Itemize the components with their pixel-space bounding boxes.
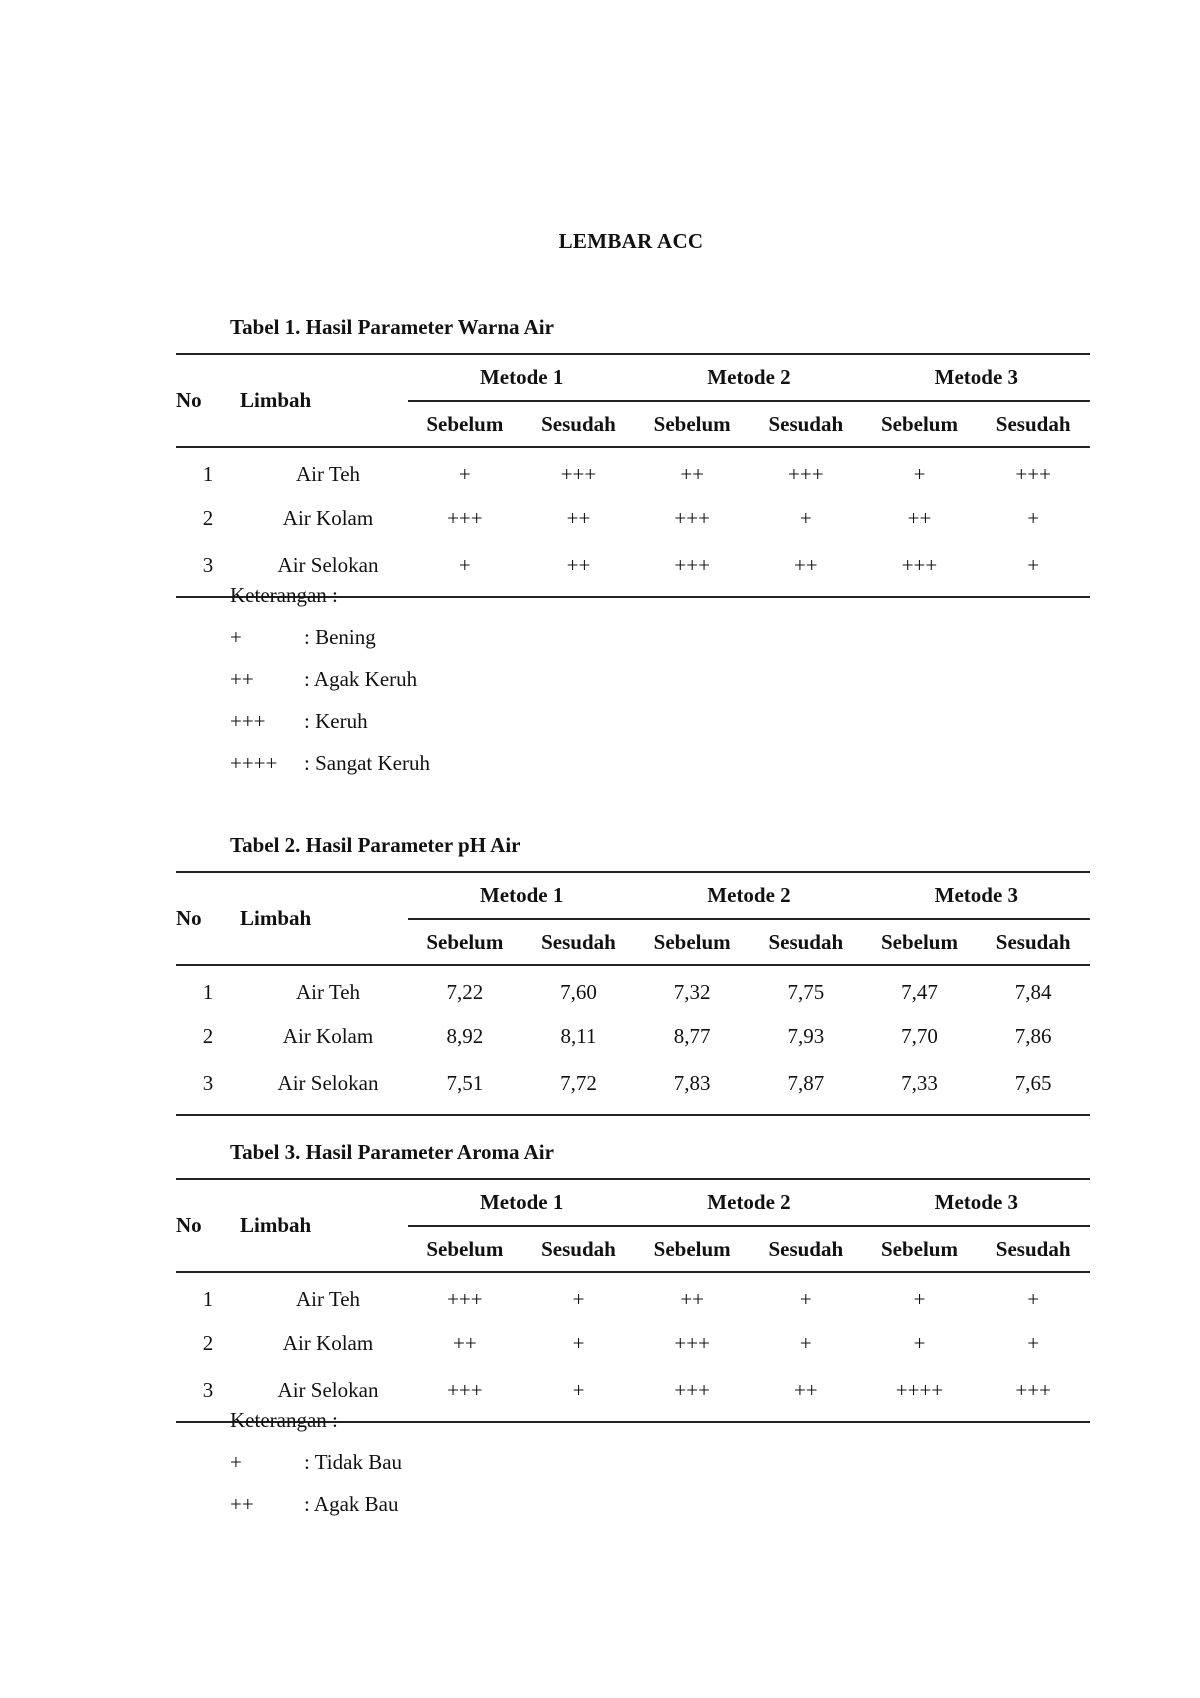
header-limbah: Limbah xyxy=(240,872,408,965)
value-cell: 7,70 xyxy=(901,1023,938,1048)
table3-section xyxy=(176,1140,1090,1540)
value-cell: + xyxy=(1027,505,1040,530)
header-sebelum: Sebelum xyxy=(863,401,977,447)
value-cell: 7,83 xyxy=(635,1058,749,1115)
value-cell: 7,47 xyxy=(901,979,938,1004)
header-metode-1: Metode 1 xyxy=(408,354,635,401)
legend-symbol: ++ xyxy=(230,1492,254,1516)
legend-description: : Agak Keruh xyxy=(304,667,418,691)
header-sesudah: Sesudah xyxy=(522,1226,636,1272)
header-sesudah: Sesudah xyxy=(522,919,636,965)
value-cell: + xyxy=(1027,1330,1040,1355)
row-limbah-cell xyxy=(240,965,408,1014)
table2-caption: Tabel 2. Hasil Parameter pH Air xyxy=(230,833,521,857)
row-number: 1 xyxy=(202,1286,214,1311)
value-cell: +++ xyxy=(447,1286,483,1311)
table-row xyxy=(176,965,1090,1014)
table-row xyxy=(176,1014,1090,1058)
row-number: 3 xyxy=(176,540,240,597)
value-cell: ++ xyxy=(749,540,863,597)
legend-item xyxy=(230,616,430,658)
table3-aroma-air xyxy=(176,1178,1090,1423)
notes-title: Keterangan : xyxy=(230,583,338,607)
table-row xyxy=(176,1272,1090,1321)
legend-description: : Agak Bau xyxy=(304,1492,399,1516)
value-cell: + xyxy=(408,540,522,597)
legend-item xyxy=(230,658,430,700)
page-title: LEMBAR ACC xyxy=(558,229,704,253)
legend-description: : Sangat Keruh xyxy=(304,751,430,775)
value-cell: +++ xyxy=(674,505,710,530)
row-limbah: Air Kolam xyxy=(282,1023,374,1048)
legend-symbol: ++ xyxy=(230,667,254,691)
value-cell: ++ xyxy=(452,1330,477,1355)
header-metode-2: Metode 2 xyxy=(635,354,862,401)
header-metode-1: Metode 1 xyxy=(408,872,635,919)
value-cell: ++ xyxy=(749,1365,863,1422)
table-row xyxy=(176,1058,1090,1115)
value-cell: + xyxy=(913,1286,926,1311)
header-metode-3: Metode 3 xyxy=(863,354,1090,401)
table2-ph-air xyxy=(176,871,1090,1116)
header-sebelum: Sebelum xyxy=(635,919,749,965)
row-number: 3 xyxy=(176,1058,240,1115)
value-cell: 8,77 xyxy=(673,1023,711,1048)
value-cell: +++ xyxy=(408,1365,522,1422)
table1-notes xyxy=(230,574,430,784)
header-metode-3: Metode 3 xyxy=(863,872,1090,919)
value-cell: + xyxy=(799,1330,812,1355)
value-cell: 7,22 xyxy=(446,979,484,1004)
table-row xyxy=(176,447,1090,496)
row-number: 2 xyxy=(202,505,214,530)
row-number: 2 xyxy=(202,1023,214,1048)
value-cell: 7,93 xyxy=(787,1023,825,1048)
row-number: 3 xyxy=(176,1365,240,1422)
value-cell: + xyxy=(976,540,1090,597)
table-row xyxy=(176,496,1090,540)
row-limbah-cell xyxy=(240,1321,408,1365)
header-no: No xyxy=(176,872,240,965)
header-sesudah: Sesudah xyxy=(976,1226,1090,1272)
row-limbah: Air Kolam xyxy=(282,505,374,530)
legend-item xyxy=(230,700,430,742)
row-limbah-cell xyxy=(240,1014,408,1058)
value-cell: 8,92 xyxy=(446,1023,484,1048)
value-cell: ++ xyxy=(680,1286,704,1311)
header-limbah: Limbah xyxy=(240,1179,408,1272)
table1-section xyxy=(176,315,1090,785)
value-cell: 7,86 xyxy=(1014,1023,1052,1048)
legend-item xyxy=(230,1441,402,1483)
value-cell: ++ xyxy=(522,540,636,597)
header-sesudah: Sesudah xyxy=(749,919,863,965)
row-limbah-cell xyxy=(240,496,408,540)
value-cell: 7,87 xyxy=(749,1058,863,1115)
header-no: No xyxy=(176,1179,240,1272)
legend-symbol: +++ xyxy=(230,709,266,733)
table3-caption: Tabel 3. Hasil Parameter Aroma Air xyxy=(230,1140,554,1164)
header-sebelum: Sebelum xyxy=(408,401,522,447)
header-sebelum: Sebelum xyxy=(635,401,749,447)
row-limbah: Air Kolam xyxy=(282,1330,374,1355)
value-cell: + xyxy=(1027,1286,1040,1311)
value-cell: 7,84 xyxy=(1014,979,1052,1004)
value-cell: + xyxy=(913,461,926,486)
value-cell: + xyxy=(913,1330,926,1355)
value-cell: 7,65 xyxy=(976,1058,1090,1115)
value-cell: +++ xyxy=(635,540,749,597)
value-cell: +++ xyxy=(560,461,597,486)
header-metode-3: Metode 3 xyxy=(863,1179,1090,1226)
table1-caption: Tabel 1. Hasil Parameter Warna Air xyxy=(230,315,554,339)
value-cell: ++++ xyxy=(863,1365,977,1422)
row-limbah: Air Selokan xyxy=(277,1377,379,1402)
value-cell: + xyxy=(799,505,812,530)
header-no: No xyxy=(176,354,240,447)
value-cell: +++ xyxy=(674,1330,710,1355)
row-limbah-cell xyxy=(240,1272,408,1321)
header-metode-1: Metode 1 xyxy=(408,1179,635,1226)
header-sesudah: Sesudah xyxy=(976,401,1090,447)
value-cell: +++ xyxy=(976,1365,1090,1422)
value-cell: +++ xyxy=(1015,461,1051,486)
header-sebelum: Sebelum xyxy=(635,1226,749,1272)
legend-symbol: + xyxy=(230,625,242,649)
table2-section xyxy=(176,833,1090,1103)
row-limbah: Air Teh xyxy=(295,979,361,1004)
value-cell: 7,32 xyxy=(673,979,711,1004)
header-sebelum: Sebelum xyxy=(863,919,977,965)
value-cell: 7,60 xyxy=(560,979,597,1004)
value-cell: 8,11 xyxy=(560,1023,597,1048)
value-cell: +++ xyxy=(635,1365,749,1422)
value-cell: ++ xyxy=(907,505,932,530)
row-limbah: Air Selokan xyxy=(277,552,379,577)
table-row xyxy=(176,1321,1090,1365)
value-cell: 7,75 xyxy=(787,979,825,1004)
notes-title: Keterangan : xyxy=(230,1408,338,1432)
value-cell: 7,51 xyxy=(408,1058,522,1115)
value-cell: + xyxy=(572,1286,585,1311)
header-sesudah: Sesudah xyxy=(749,401,863,447)
value-cell: ++ xyxy=(566,505,591,530)
value-cell: +++ xyxy=(447,505,483,530)
value-cell: 7,33 xyxy=(863,1058,977,1115)
row-limbah-cell xyxy=(240,447,408,496)
row-limbah: Air Teh xyxy=(295,461,361,486)
value-cell: ++ xyxy=(680,461,704,486)
row-number: 1 xyxy=(202,461,214,486)
row-limbah: Air Teh xyxy=(295,1286,361,1311)
row-limbah: Air Selokan xyxy=(277,1070,379,1095)
value-cell: + xyxy=(799,1286,812,1311)
header-sebelum: Sebelum xyxy=(863,1226,977,1272)
value-cell: + xyxy=(522,1365,636,1422)
value-cell: +++ xyxy=(863,540,977,597)
legend-description: : Tidak Bau xyxy=(304,1450,403,1474)
legend-description: : Bening xyxy=(304,625,376,649)
row-number: 1 xyxy=(202,979,214,1004)
header-sesudah: Sesudah xyxy=(976,919,1090,965)
legend-item xyxy=(230,1483,402,1525)
header-sesudah: Sesudah xyxy=(522,401,636,447)
legend-description: : Keruh xyxy=(304,709,368,733)
header-sesudah: Sesudah xyxy=(749,1226,863,1272)
legend-symbol: + xyxy=(230,1450,242,1474)
header-limbah: Limbah xyxy=(240,354,408,447)
legend-item xyxy=(230,742,430,784)
value-cell: +++ xyxy=(788,461,824,486)
value-cell: 7,72 xyxy=(522,1058,636,1115)
header-metode-2: Metode 2 xyxy=(635,872,862,919)
row-number: 2 xyxy=(202,1330,214,1355)
header-metode-2: Metode 2 xyxy=(635,1179,862,1226)
table3-notes xyxy=(230,1399,402,1525)
value-cell: + xyxy=(572,1330,585,1355)
legend-symbol: ++++ xyxy=(230,751,278,775)
row-limbah-cell xyxy=(240,1058,408,1115)
header-sebelum: Sebelum xyxy=(408,1226,522,1272)
value-cell: + xyxy=(458,461,471,486)
header-sebelum: Sebelum xyxy=(408,919,522,965)
table1-warna-air xyxy=(176,353,1090,598)
